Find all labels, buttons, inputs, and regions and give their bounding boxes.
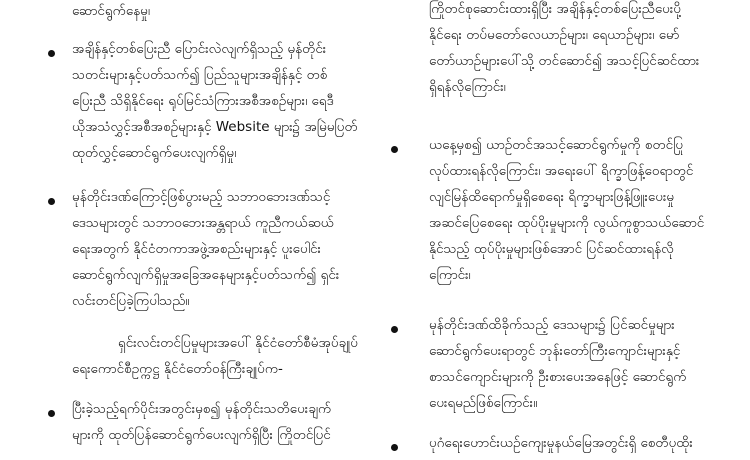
- paragraph-line: ကြိုတင်စုဆောင်းထားရှိပြီး အချိန်နှင့်တစ်ပြေးညီပေးပို့: [429, 1, 681, 17]
- paragraph-line: အချိန်နှင့်တစ်ပြေးညီ ပြောင်းလဲလျက်ရှိသည့် မှန်တိုင်း: [72, 41, 327, 57]
- paragraph-line: ကြောင်း၊: [429, 267, 471, 283]
- paragraph-line: ယနေ့မှစ၍ ယာဉ်တင်အသင့်ဆောင်ရွက်မှုကို စတင်ပြု: [429, 137, 684, 153]
- paragraph-line: ပုဂံရေးဟောင်းယဉ်ကျေးမှုနယ်မြေအတွင်းရှိ စေတီပုထိုး: [429, 435, 693, 451]
- paragraph-line: သတင်းများနှင့်ပတ်သက်၍ ပြည်သူများအချိန်နှင့် တစ်: [72, 67, 328, 83]
- paragraph-line: ဆောင်ရွက်ပေးရာတွင် ဘုန်းတော်ကြီးကျောင်းများနှင့်: [429, 343, 681, 359]
- paragraph-line: မုန်တိုင်းဒဏ်ထိခိုက်သည့် ဒေသများ၌ ပြင်ဆင်မှုများ: [429, 317, 675, 333]
- paragraph-line: ထုတ်လွှင့်ဆောင်ရွက်ပေးလျက်ရှိမှု၊: [72, 145, 237, 161]
- paragraph-line: လျင်မြန်ထိရောက်မှုရှိစေရေး ရိက္ခာများဖြန့်ဖြူးပေးမှု: [429, 189, 675, 205]
- paragraph-line: ပြီးခဲ့သည့်ရက်ပိုင်းအတွင်းမှစ၍ မုန်တိုင်းသတိပေးချက်: [72, 401, 332, 417]
- paragraph-line: နိုင်ရေး တပ်မတော်လေယာဉ်များ၊ ရေယာဉ်များ၊ မော်: [429, 27, 680, 43]
- paragraph-line: ဆောင်ရွက်နေမှု၊: [72, 3, 151, 19]
- paragraph-line: ရေးအတွက် နိုင်ငံတကာအဖွဲ့အစည်းများနှင့် ပူးပေါင်း: [72, 241, 321, 257]
- paragraph-line: စာသင်ကျောင်းများကို ဦးစားပေးအနေဖြင့် ဆောင်ရွက်: [429, 369, 687, 385]
- paragraph-line: ဆောင်ရွက်လျက်ရှိမှုအခြေအနေများနှင့်ပတ်သက်၍ ရှင်း: [72, 267, 340, 283]
- paragraph-line: ရေးကောင်စီဥက္ကဋ္ဌ နိုင်ငံတော်ဝန်ကြီးချုပ်က-: [72, 361, 283, 377]
- paragraph-line: လုပ်ထားရန်လိုကြောင်း၊ အရေးပေါ် ရိက္ခာဖြန့်ဝေရာတွင်: [429, 163, 694, 179]
- paragraph-line: ဒေသများတွင် သဘာဝဘေးအန္တရာယ် ကူညီကယ်ဆယ်: [72, 215, 334, 231]
- paragraph-line: များကို ထုတ်ပြန်ဆောင်ရွက်ပေးလျက်ရှိပြီး ကြိုတင်ပြင်: [72, 427, 331, 443]
- paragraph-line: နိုင်သည့် ထုပ်ပိုးမှုများဖြစ်အောင် ပြင်ဆင်ထားရန်လို: [429, 241, 674, 257]
- paragraph-line: ပေးရမည်ဖြစ်ကြောင်း။: [429, 395, 538, 411]
- paragraph-line: ယိုအသံလွှင့်အစီအစဉ်များနှင့် Website များ၌ အမြဲမပြတ်: [72, 119, 358, 135]
- paragraph-line: ပြေးညီ သိရှိနိုင်ရေး ရုပ်မြင်သံကြားအစီအစဉ်များ၊ ရေဒီ: [72, 93, 334, 109]
- paragraph-line: ရှင်းလင်းတင်ပြမှုများအပေါ် နိုင်ငံတော်စီမံအုပ်ချုပ်: [118, 335, 358, 351]
- paragraph-line: မုန်တိုင်းဒဏ်ကြောင့်ဖြစ်ပွားမည့် သဘာဝဘေးဒဏ်သင့်: [72, 189, 331, 205]
- paragraph-line: လင်းတင်ပြခဲ့ကြပါသည်။: [72, 293, 190, 309]
- paragraph-line: အဆင်ပြေစေရေး ထုပ်ပိုးမှုများကို လွယ်ကူစွာသယ်ဆောင်: [429, 215, 705, 231]
- paragraph-line: တော်ယာဉ်များပေါ်သို့ တင်ဆောင်၍ အသင့်ပြင်ဆင်ထား: [429, 53, 700, 69]
- paragraph-line: ရှိရန်လိုကြောင်း၊: [429, 79, 506, 95]
